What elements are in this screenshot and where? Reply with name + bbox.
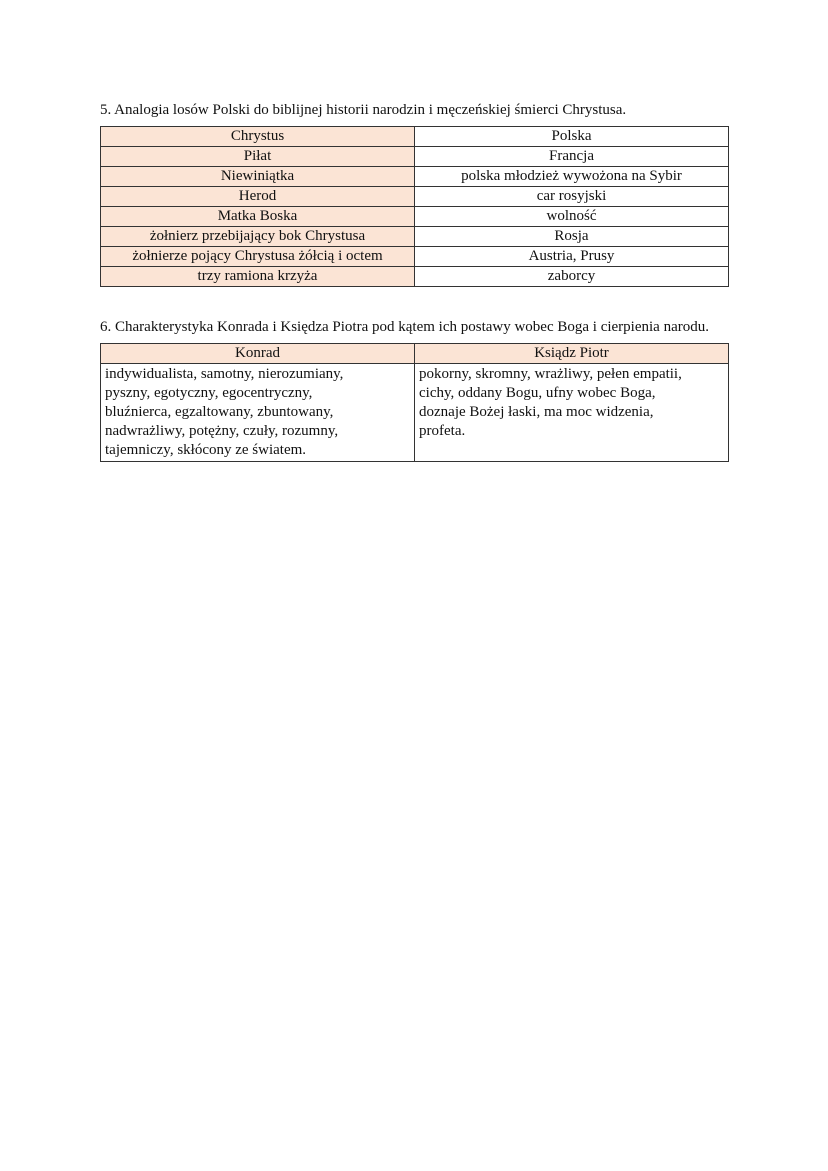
analogy-biblical-cell: trzy ramiona krzyża <box>101 267 415 287</box>
piotr-traits-cell <box>415 364 729 462</box>
analogy-poland-cell: zaborcy <box>415 267 729 287</box>
section-5-heading: 5. Analogia losów Polski do biblijnej historii narodzin i męczeńskiej śmierci Chrystusa. <box>100 102 627 118</box>
konrad-trait-line: pyszny, egotyczny, egocentryczny, <box>105 385 313 401</box>
konrad-traits-cell <box>101 364 415 462</box>
piotr-trait-line: profeta. <box>419 423 466 439</box>
analogy-poland-cell: polska młodzież wywożona na Sybir <box>415 167 729 187</box>
table-row <box>101 267 729 287</box>
table-row <box>101 147 729 167</box>
konrad-header: Konrad <box>101 344 415 364</box>
analogy-biblical-cell: żołnierz przebijający bok Chrystusa <box>101 227 415 247</box>
piotr-trait-line: doznaje Bożej łaski, ma moc widzenia, <box>419 404 654 420</box>
konrad-trait-line: nadwrażliwy, potężny, czuły, rozumny, <box>105 423 339 439</box>
analogy-poland-cell: wolność <box>415 207 729 227</box>
characters-table <box>100 343 729 462</box>
analogy-biblical-cell: Piłat <box>101 147 415 167</box>
piotr-trait-line: pokorny, skromny, wrażliwy, pełen empatii, <box>419 366 682 382</box>
analogy-table <box>100 126 729 287</box>
konrad-trait-line: tajemniczy, skłócony ze światem. <box>105 442 307 458</box>
table-row <box>101 364 729 462</box>
analogy-poland-cell: Rosja <box>415 227 729 247</box>
konrad-trait-line: indywidualista, samotny, nierozumiany, <box>105 366 344 382</box>
analogy-poland-cell: Francja <box>415 147 729 167</box>
analogy-poland-cell: Austria, Prusy <box>415 247 729 267</box>
table-row <box>101 127 729 147</box>
piotr-trait-line: cichy, oddany Bogu, ufny wobec Boga, <box>419 385 656 401</box>
piotr-header: Ksiądz Piotr <box>415 344 729 364</box>
analogy-biblical-cell: Matka Boska <box>101 207 415 227</box>
document-page <box>100 100 728 462</box>
analogy-poland-cell: Polska <box>415 127 729 147</box>
analogy-biblical-cell: żołnierze pojący Chrystusa żółcią i octem <box>101 247 415 267</box>
section-6-heading: 6. Charakterystyka Konrada i Księdza Piotra pod kątem ich postawy wobec Boga i cierpienia narodu. <box>100 319 709 335</box>
table-row <box>101 227 729 247</box>
table-header-row <box>101 344 729 364</box>
table-row <box>101 187 729 207</box>
analogy-poland-cell: car rosyjski <box>415 187 729 207</box>
table-row <box>101 247 729 267</box>
analogy-biblical-cell: Niewiniątka <box>101 167 415 187</box>
analogy-biblical-cell: Chrystus <box>101 127 415 147</box>
konrad-trait-line: bluźnierca, egzaltowany, zbuntowany, <box>105 404 334 420</box>
table-row <box>101 167 729 187</box>
table-row <box>101 207 729 227</box>
analogy-biblical-cell: Herod <box>101 187 415 207</box>
